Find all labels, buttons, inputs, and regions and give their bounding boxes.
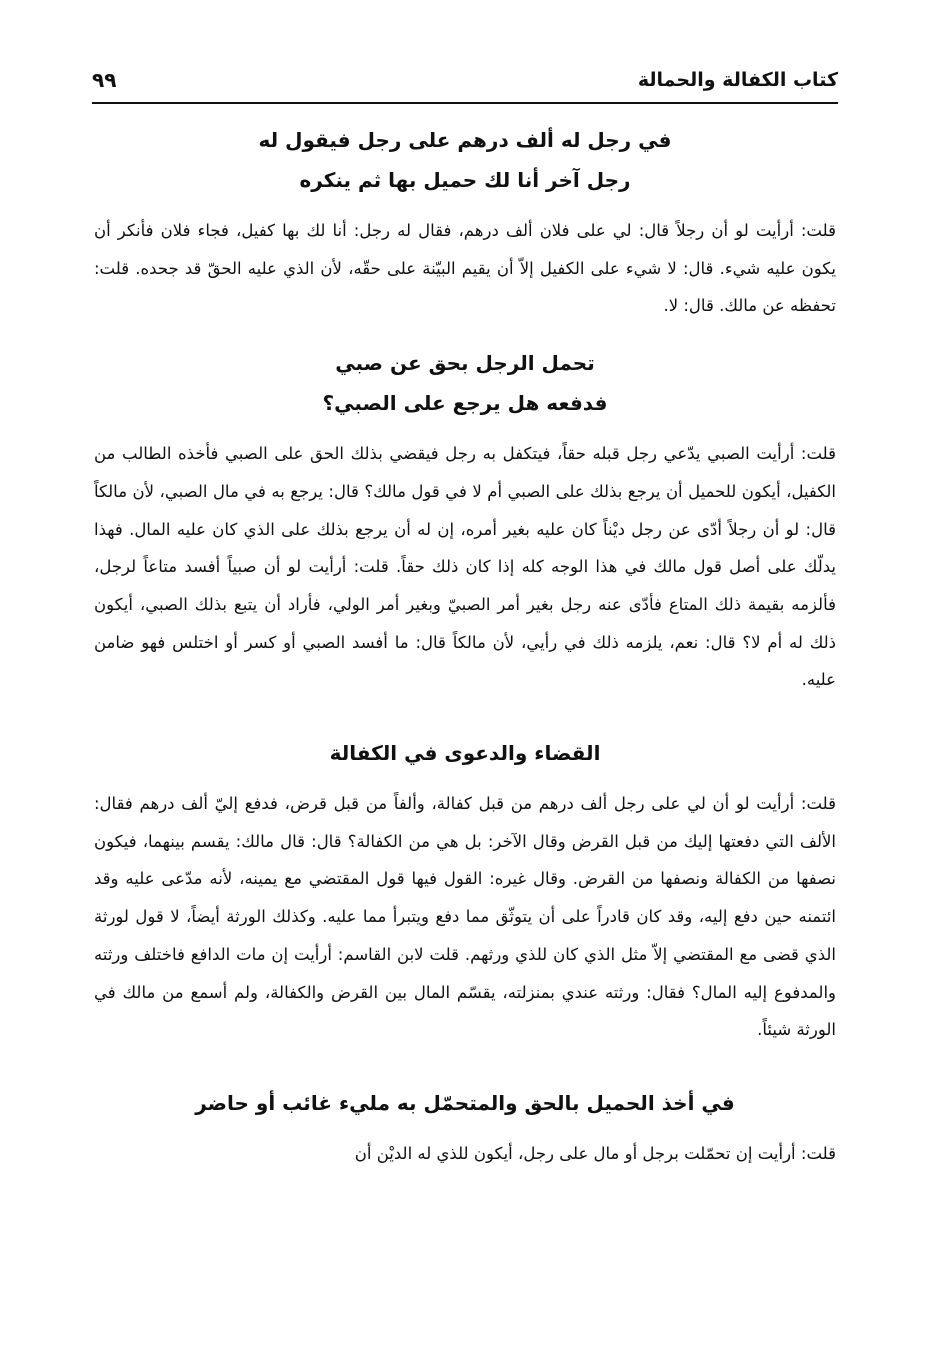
- page-number: ٩٩: [92, 68, 117, 92]
- section-title-line: فدفعه هل يرجع على الصبي؟: [322, 391, 608, 416]
- spacer: [94, 325, 836, 343]
- section-title-line: في أخذ الحميل بالحق والمتحمّل به مليء غائب أو حاضر: [195, 1090, 735, 1115]
- spacer: [94, 1123, 836, 1135]
- section-title-line: تحمل الرجل بحق عن صبي: [335, 351, 595, 376]
- section-body: قلت: أرأيت لو أن لي على رجل ألف درهم من قبل كفالة، وألفاً من قبل قرض، فدفع إليّ ألف درهم فقال: الألف التي دفعتها إليك من قبل القرض وقال الآخر: بل هي من الكفالة؟ قال: قال مالك: يقسم بينهما، فيكون نصفها من الكفالة ونصفها من القرض. وقال غيره: القول فيها قول المقتضي مع يمينه، لأنه مدّعى عليه وقد ائتمنه حين دفع إليه، وقد كان قادراً على أن يتوثّق مما دفع ويتبرأ مما عليه. وكذلك الورثة أيضاً، لا قول لورثة الذي قضى مع المقتضي إلاّ مثل الذي كان للذي ورثهم. قلت لابن القاسم: أرأيت إن مات الدافع فاختلف ورثته والمدفوع إليه المال؟ فقال: ورثته عندي بمنزلته، يقسّم المال بين القرض والكفالة، ولم أسمع من مالك في الورثة شيئاً.: [94, 794, 836, 1040]
- spacer: [94, 423, 836, 435]
- section-title-line: القضاء والدعوى في الكفالة: [329, 741, 601, 766]
- running-header: [92, 58, 838, 104]
- spacer: [94, 773, 836, 785]
- spacer: [94, 1049, 836, 1083]
- section-title-line: في رجل له ألف درهم على رجل فيقول له: [258, 128, 672, 152]
- running-title: كتاب الكفالة والحمالة: [637, 69, 838, 91]
- spacer: [94, 699, 836, 733]
- section-body: قلت: أرأيت الصبي يدّعي رجل قبله حقاً، فيتكفل به رجل فيقضي بذلك الحق على الصبي فأخذه الطالب من الكفيل، أيكون للحميل أن يرجع بذلك على الصبي أم لا في قول مالك؟ قال: يرجع به في مال الصبي، لأن مالكاً قال: لو أن رجلاً أدّى عن رجل ديْناً كان عليه بغير أمره، إن له أن يرجع بذلك على الذي كان عليه المال. فهذا يدلّك على أصل قول مالك في هذا الوجه كله إذا كان ذلك حقاً. قلت: أرأيت لو أن صبياً أفسد متاعاً لرجل، فألزمه بقيمة ذلك المتاع فأدّى عنه رجل بغير أمر الصبيّ وبغير أمر الولي، فأراد أن يتبع بذلك الصبي، أيكون ذلك له أم لا؟ قال: نعم، يلزمه ذلك في رأيي، لأن مالكاً قال: ما أفسد الصبي أو كسر أو اختلس فهو ضامن عليه.: [94, 444, 836, 690]
- section-body: قلت: أرأيت إن تحمّلت برجل أو مال على رجل، أيكون للذي له الديْن أن: [354, 1143, 836, 1163]
- page-content: [94, 120, 836, 1173]
- spacer: [94, 200, 836, 212]
- section-body: قلت: أرأيت لو أن رجلاً قال: لي على فلان ألف درهم، فقال له رجل: أنا لك بها كفيل، فجاء فلان فأنكر أن يكون عليه شيء. قال: لا شيء على الكفيل إلاّ أن يقيم البيّنة على حقّه، لأن الذي عليه الحقّ قد جحده. قلت: تحفظه عن مالك. قال: لا.: [94, 221, 836, 316]
- section-title-line: رجل آخر أنا لك حميل بها ثم ينكره: [299, 168, 631, 192]
